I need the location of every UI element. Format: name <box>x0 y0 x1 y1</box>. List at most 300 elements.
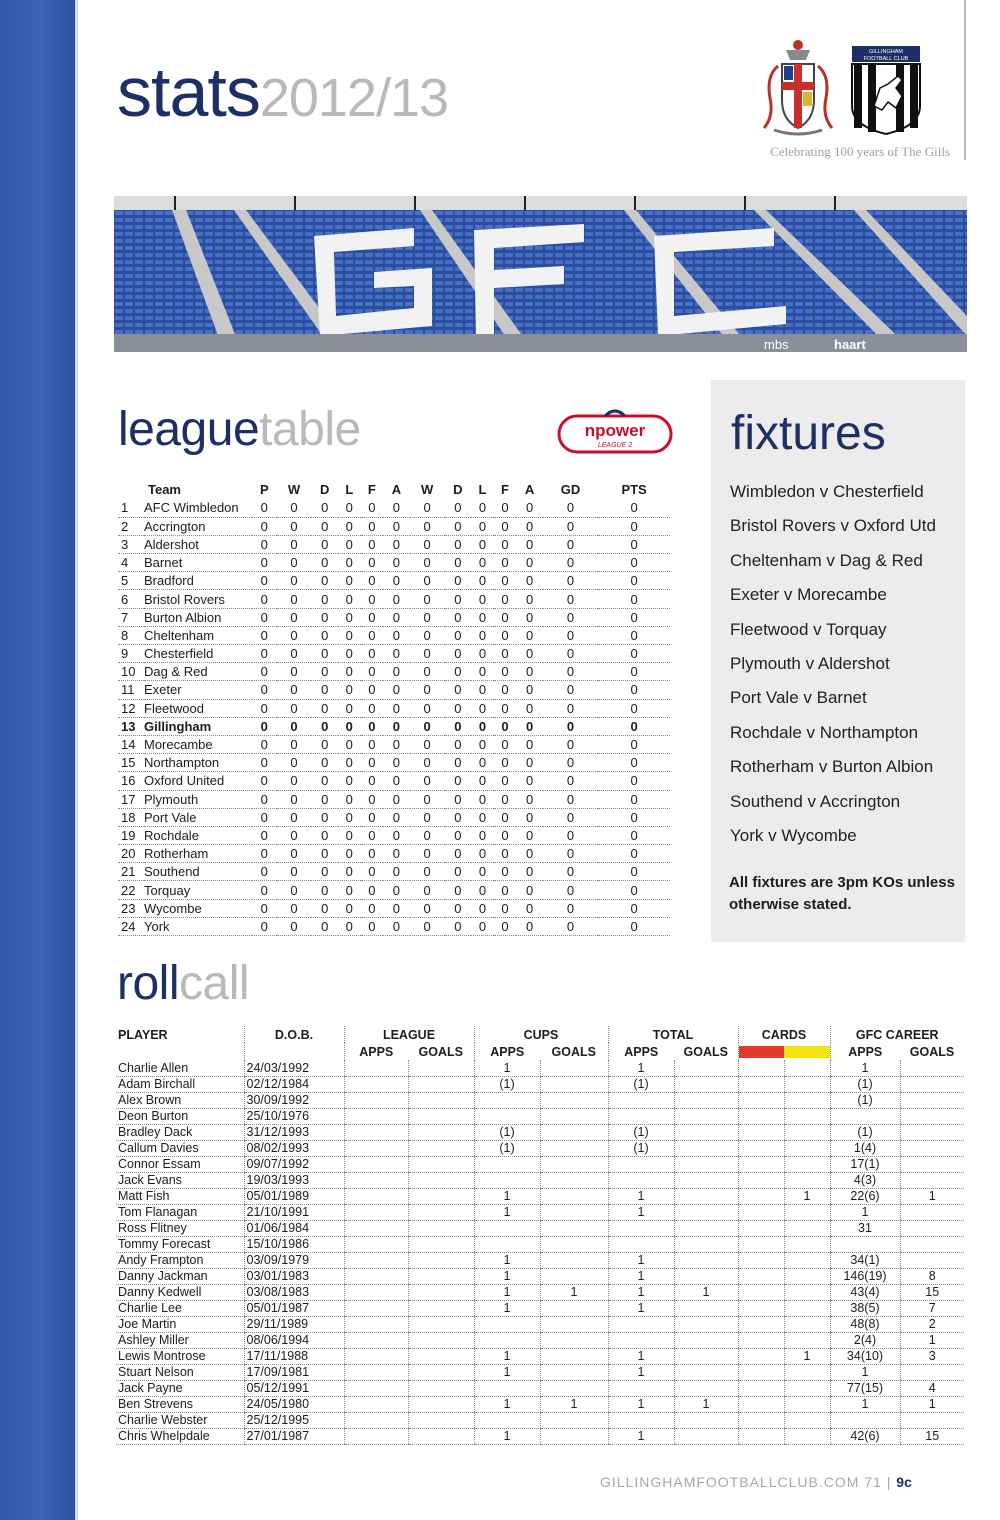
league-stat-cell: 0 <box>361 590 384 608</box>
league-stat-cell: 0 <box>383 863 410 881</box>
player-stat-cell <box>738 1188 784 1204</box>
league-stat-cell: 0 <box>277 663 312 681</box>
league-position: 4 <box>118 554 144 572</box>
player-dob: 03/08/1983 <box>244 1284 344 1300</box>
player-stat-cell <box>344 1204 408 1220</box>
league-stat-cell: 0 <box>445 899 472 917</box>
league-team-name: Bristol Rovers <box>144 590 252 608</box>
player-stat-cell: 15 <box>900 1284 964 1300</box>
player-dob: 05/12/1991 <box>244 1380 344 1396</box>
player-stat-cell <box>900 1220 964 1236</box>
league-apps-header: APPS <box>344 1043 408 1060</box>
league-goals-header: GOALS <box>418 1044 463 1059</box>
league-stat-cell: 0 <box>445 663 472 681</box>
league-stat-cell: 0 <box>516 735 543 753</box>
player-stat-cell <box>738 1316 784 1332</box>
league-stat-cell: 0 <box>383 626 410 644</box>
league-stat-cell: 0 <box>277 899 312 917</box>
league-stat-cell: 0 <box>471 772 494 790</box>
player-stat-cell <box>540 1140 608 1156</box>
league-stat-cell: 0 <box>494 681 517 699</box>
league-stat-cell: 0 <box>494 699 517 717</box>
league-stat-cell: 0 <box>252 626 277 644</box>
roll-call-header-row-2 <box>116 1043 964 1060</box>
player-stat-cell <box>784 1300 830 1316</box>
player-stat-cell <box>900 1172 964 1188</box>
league-stat-cell: 0 <box>445 772 472 790</box>
player-stat-cell <box>408 1348 474 1364</box>
player-name: Adam Birchall <box>116 1076 244 1092</box>
league-stat-cell: 0 <box>543 517 598 535</box>
league-stat-cell: 0 <box>361 826 384 844</box>
player-stat-cell <box>738 1348 784 1364</box>
player-stat-cell <box>474 1092 540 1108</box>
player-row <box>116 1284 964 1300</box>
league-stat-cell: 0 <box>598 699 670 717</box>
player-row <box>116 1396 964 1412</box>
league-stat-cell: 0 <box>516 645 543 663</box>
league-stat-cell: 0 <box>543 826 598 844</box>
league-stat-cell: 0 <box>361 808 384 826</box>
footer-page-number: 71 <box>864 1474 882 1490</box>
player-stat-cell <box>900 1156 964 1172</box>
league-table-row <box>118 881 670 899</box>
league-stat-cell: 0 <box>516 699 543 717</box>
player-stat-cell: 7 <box>900 1300 964 1316</box>
league-stat-cell: 0 <box>252 499 277 517</box>
league-stat-cell: 0 <box>338 754 361 772</box>
league-col-header: W <box>421 482 434 497</box>
league-stat-cell: 0 <box>543 917 598 935</box>
player-stat-cell <box>738 1060 784 1076</box>
page-title-year: 2012/13 <box>259 68 449 128</box>
league-stat-cell: 0 <box>516 826 543 844</box>
player-stat-cell <box>344 1060 408 1076</box>
league-stat-cell: 0 <box>410 881 445 899</box>
league-stat-cell: 0 <box>598 590 670 608</box>
player-stat-cell <box>540 1076 608 1092</box>
league-stat-cell: 0 <box>471 517 494 535</box>
league-stat-cell: 0 <box>361 517 384 535</box>
league-stat-cell: 0 <box>252 845 277 863</box>
league-stat-cell: 0 <box>252 572 277 590</box>
player-stat-cell: 1 <box>608 1252 674 1268</box>
centenary-tagline: Celebrating 100 years of The Gills <box>770 144 950 159</box>
league-table-body <box>118 499 670 936</box>
league-stat-cell: 0 <box>383 790 410 808</box>
player-stat-cell <box>738 1108 784 1124</box>
league-stat-cell: 0 <box>543 772 598 790</box>
player-stat-cell <box>344 1364 408 1380</box>
league-stat-cell: 0 <box>410 499 445 517</box>
league-stat-cell: 0 <box>338 645 361 663</box>
player-stat-cell <box>540 1252 608 1268</box>
player-stat-cell <box>344 1252 408 1268</box>
league-stat-cell: 0 <box>361 899 384 917</box>
league-stat-cell: 0 <box>277 717 312 735</box>
league-team-name: AFC Wimbledon <box>144 499 252 517</box>
total-goals-header: GOALS <box>683 1044 728 1059</box>
league-table-row <box>118 626 670 644</box>
player-stat-cell: (1) <box>608 1140 674 1156</box>
player-stat-cell <box>784 1332 830 1348</box>
league-stat-cell: 0 <box>277 735 312 753</box>
player-stat-cell: (1) <box>608 1076 674 1092</box>
fixture-item: York v Wycombe <box>730 825 857 845</box>
npower-league-label: LEAGUE 2 <box>597 442 633 449</box>
player-dob: 09/07/1992 <box>244 1156 344 1172</box>
league-table-row <box>118 572 670 590</box>
league-stat-cell: 0 <box>410 517 445 535</box>
player-stat-cell: 1 <box>474 1060 540 1076</box>
league-stat-cell: 0 <box>361 499 384 517</box>
roll-call-title-rest: call <box>179 957 250 1010</box>
player-stat-cell: 17(1) <box>830 1156 900 1172</box>
league-position: 22 <box>118 881 144 899</box>
player-stat-cell <box>900 1108 964 1124</box>
league-position: 15 <box>118 754 144 772</box>
league-stat-cell: 0 <box>494 808 517 826</box>
player-stat-cell <box>540 1108 608 1124</box>
player-stat-cell: 42(6) <box>830 1428 900 1444</box>
league-stat-cell: 0 <box>445 645 472 663</box>
league-stat-cell: 0 <box>311 517 338 535</box>
league-stat-cell: 0 <box>338 717 361 735</box>
league-stat-cell: 0 <box>338 826 361 844</box>
league-stat-cell: 0 <box>311 499 338 517</box>
league-stat-cell: 0 <box>494 845 517 863</box>
player-stat-cell <box>784 1396 830 1412</box>
player-stat-cell <box>674 1060 738 1076</box>
league-stat-cell: 0 <box>410 681 445 699</box>
league-stat-cell: 0 <box>383 845 410 863</box>
player-stat-cell <box>408 1284 474 1300</box>
player-stat-cell <box>344 1172 408 1188</box>
league-stat-cell: 0 <box>338 735 361 753</box>
league-stat-cell: 0 <box>311 899 338 917</box>
league-team-name: Accrington <box>144 517 252 535</box>
league-table-row <box>118 608 670 626</box>
league-stat-cell: 0 <box>311 535 338 553</box>
badge-text-line-1: GILLINGHAM <box>869 49 903 55</box>
player-stat-cell: 1 <box>608 1284 674 1300</box>
badge-text-line-2: FOOTBALL CLUB <box>863 56 909 62</box>
league-stat-cell: 0 <box>410 826 445 844</box>
player-name: Tom Flanagan <box>116 1204 244 1220</box>
player-stat-cell: 43(4) <box>830 1284 900 1300</box>
col-league: LEAGUE <box>344 1026 474 1043</box>
player-stat-cell: 1 <box>540 1284 608 1300</box>
league-stat-cell: 0 <box>410 590 445 608</box>
league-stat-cell: 0 <box>338 881 361 899</box>
player-stat-cell: (1) <box>474 1140 540 1156</box>
league-stat-cell: 0 <box>252 826 277 844</box>
player-stat-cell: 3 <box>900 1348 964 1364</box>
league-position: 13 <box>118 717 144 735</box>
league-stat-cell: 0 <box>471 608 494 626</box>
league-stat-cell: 0 <box>494 826 517 844</box>
player-stat-cell <box>900 1252 964 1268</box>
player-stat-cell <box>784 1140 830 1156</box>
player-stat-cell <box>674 1252 738 1268</box>
league-table-row <box>118 663 670 681</box>
league-stat-cell: 0 <box>494 917 517 935</box>
league-stat-cell: 0 <box>471 881 494 899</box>
player-stat-cell: 1 <box>540 1396 608 1412</box>
player-stat-cell <box>674 1428 738 1444</box>
league-team-name: Torquay <box>144 881 252 899</box>
player-name: Danny Kedwell <box>116 1284 244 1300</box>
player-stat-cell: 1 <box>474 1428 540 1444</box>
league-stat-cell: 0 <box>252 808 277 826</box>
player-stat-cell <box>474 1316 540 1332</box>
league-stat-cell: 0 <box>252 699 277 717</box>
roll-call-title <box>117 956 249 1012</box>
league-stat-cell: 0 <box>383 535 410 553</box>
player-name: Andy Frampton <box>116 1252 244 1268</box>
league-stat-cell: 0 <box>543 735 598 753</box>
league-position: 17 <box>118 790 144 808</box>
league-stat-cell: 0 <box>277 772 312 790</box>
player-stat-cell <box>738 1252 784 1268</box>
player-stat-cell <box>540 1204 608 1220</box>
league-stat-cell: 0 <box>516 626 543 644</box>
league-stat-cell: 0 <box>471 663 494 681</box>
league-stat-cell: 0 <box>252 663 277 681</box>
league-col-header: A <box>524 482 535 497</box>
league-stat-cell: 0 <box>338 590 361 608</box>
league-stat-cell: 0 <box>338 517 361 535</box>
player-stat-cell <box>674 1332 738 1348</box>
yellow-card-header <box>784 1043 830 1060</box>
league-team-name: Bradford <box>144 572 252 590</box>
player-dob: 21/10/1991 <box>244 1204 344 1220</box>
league-position: 23 <box>118 899 144 917</box>
league-stat-cell: 0 <box>445 754 472 772</box>
player-stat-cell: 1 <box>608 1300 674 1316</box>
league-stat-cell: 0 <box>543 645 598 663</box>
player-stat-cell <box>784 1220 830 1236</box>
league-stat-cell: 0 <box>277 790 312 808</box>
player-stat-cell <box>408 1204 474 1220</box>
npower-wordmark: npower <box>584 421 646 440</box>
player-stat-cell <box>674 1236 738 1252</box>
league-stat-cell: 0 <box>383 717 410 735</box>
player-stat-cell <box>674 1348 738 1364</box>
league-stat-cell: 0 <box>445 845 472 863</box>
league-stat-cell: 0 <box>598 626 670 644</box>
player-stat-cell <box>344 1108 408 1124</box>
player-stat-cell: 1 <box>474 1348 540 1364</box>
player-stat-cell: 1 <box>674 1284 738 1300</box>
league-stat-cell: 0 <box>383 681 410 699</box>
player-stat-cell: (1) <box>830 1124 900 1140</box>
league-stat-cell: 0 <box>252 754 277 772</box>
player-name: Joe Martin <box>116 1316 244 1332</box>
league-col-header: GD <box>560 482 581 497</box>
league-stat-cell: 0 <box>445 917 472 935</box>
league-stat-cell: 0 <box>252 735 277 753</box>
league-stat-cell: 0 <box>598 899 670 917</box>
player-stat-cell <box>344 1300 408 1316</box>
col-career: GFC CAREER <box>830 1026 964 1043</box>
league-stat-cell: 0 <box>361 717 384 735</box>
league-stat-cell: 0 <box>598 845 670 863</box>
player-stat-cell <box>540 1300 608 1316</box>
player-stat-cell <box>784 1284 830 1300</box>
league-stat-cell: 0 <box>383 699 410 717</box>
player-stat-cell <box>474 1412 540 1428</box>
player-stat-cell: 1 <box>830 1204 900 1220</box>
league-table-row <box>118 735 670 753</box>
league-stat-cell: 0 <box>516 754 543 772</box>
league-stat-cell: 0 <box>494 554 517 572</box>
league-stat-cell: 0 <box>311 590 338 608</box>
player-stat-cell <box>674 1268 738 1284</box>
league-stat-cell: 0 <box>252 790 277 808</box>
league-stat-cell: 0 <box>543 663 598 681</box>
player-stat-cell <box>540 1188 608 1204</box>
league-stat-cell: 0 <box>361 645 384 663</box>
player-stat-cell <box>540 1380 608 1396</box>
league-col-header: A <box>391 482 402 497</box>
player-stat-cell <box>408 1092 474 1108</box>
league-col-header: L <box>345 482 354 497</box>
league-position: 6 <box>118 590 144 608</box>
player-stat-cell <box>344 1412 408 1428</box>
league-stat-cell: 0 <box>338 554 361 572</box>
league-position: 14 <box>118 735 144 753</box>
player-stat-cell: 1 <box>474 1284 540 1300</box>
league-col-header: F <box>501 482 509 497</box>
player-stat-cell <box>408 1156 474 1172</box>
league-stat-cell: 0 <box>543 608 598 626</box>
player-stat-cell: 1 <box>474 1188 540 1204</box>
player-stat-cell <box>784 1204 830 1220</box>
league-stat-cell: 0 <box>471 681 494 699</box>
player-stat-cell <box>784 1108 830 1124</box>
league-table-row <box>118 790 670 808</box>
league-stat-cell: 0 <box>277 645 312 663</box>
league-stat-cell: 0 <box>383 754 410 772</box>
player-stat-cell: 48(8) <box>830 1316 900 1332</box>
player-stat-cell: 34(1) <box>830 1252 900 1268</box>
player-stat-cell <box>474 1108 540 1124</box>
player-stat-cell <box>830 1412 900 1428</box>
player-stat-cell <box>408 1412 474 1428</box>
fixture-item: Rotherham v Burton Albion <box>730 757 934 777</box>
player-stat-cell <box>540 1268 608 1284</box>
player-stat-cell <box>344 1428 408 1444</box>
player-stat-cell <box>738 1076 784 1092</box>
player-stat-cell <box>608 1332 674 1348</box>
league-team-name: Exeter <box>144 681 252 699</box>
player-stat-cell: 77(15) <box>830 1380 900 1396</box>
fixture-item: Port Vale v Barnet <box>730 688 867 708</box>
yellow-card-swatch <box>784 1046 830 1058</box>
player-stat-cell <box>408 1332 474 1348</box>
fixture-item: Rochdale v Northampton <box>730 722 919 742</box>
col-cups: CUPS <box>474 1026 608 1043</box>
league-stat-cell: 0 <box>338 863 361 881</box>
league-stat-cell: 0 <box>311 663 338 681</box>
player-stat-cell <box>738 1236 784 1252</box>
player-stat-cell <box>408 1268 474 1284</box>
league-stat-cell: 0 <box>383 554 410 572</box>
player-stat-cell <box>900 1204 964 1220</box>
league-stat-cell: 0 <box>516 517 543 535</box>
league-stat-cell: 0 <box>494 517 517 535</box>
player-stat-cell <box>738 1428 784 1444</box>
player-stat-cell <box>784 1236 830 1252</box>
league-stat-cell: 0 <box>383 517 410 535</box>
page-title <box>117 52 448 138</box>
player-stat-cell: 1 <box>474 1204 540 1220</box>
league-stat-cell: 0 <box>445 626 472 644</box>
player-stat-cell: 1 <box>474 1300 540 1316</box>
npower-league-2-logo <box>557 406 673 456</box>
red-card-swatch <box>739 1046 785 1058</box>
player-stat-cell <box>674 1188 738 1204</box>
league-stat-cell: 0 <box>252 717 277 735</box>
club-crests <box>756 36 946 136</box>
league-stat-cell: 0 <box>471 808 494 826</box>
player-stat-cell <box>674 1076 738 1092</box>
player-dob: 05/01/1989 <box>244 1188 344 1204</box>
league-team-name: York <box>144 917 252 935</box>
player-stat-cell <box>344 1348 408 1364</box>
player-stat-cell <box>474 1380 540 1396</box>
player-stat-cell <box>784 1092 830 1108</box>
league-stat-cell: 0 <box>516 899 543 917</box>
fixture-item: Southend v Accrington <box>730 791 901 811</box>
league-stat-cell: 0 <box>598 917 670 935</box>
player-dob: 17/11/1988 <box>244 1348 344 1364</box>
player-stat-cell: 8 <box>900 1268 964 1284</box>
league-stat-cell: 0 <box>361 754 384 772</box>
league-stat-cell: 0 <box>445 499 472 517</box>
league-position: 5 <box>118 572 144 590</box>
league-stat-cell: 0 <box>277 517 312 535</box>
fixture-item: Fleetwood v Torquay <box>730 619 887 639</box>
league-stat-cell: 0 <box>311 699 338 717</box>
league-table-header-row <box>118 480 670 499</box>
player-stat-cell <box>674 1364 738 1380</box>
league-stat-cell: 0 <box>516 772 543 790</box>
league-stat-cell: 0 <box>471 790 494 808</box>
league-table-row <box>118 826 670 844</box>
player-row <box>116 1092 964 1108</box>
league-stat-cell: 0 <box>338 899 361 917</box>
league-stat-cell: 0 <box>338 626 361 644</box>
league-stat-cell: 0 <box>471 554 494 572</box>
league-stat-cell: 0 <box>598 608 670 626</box>
player-stat-cell <box>738 1172 784 1188</box>
player-dob: 02/12/1984 <box>244 1076 344 1092</box>
league-stat-cell: 0 <box>311 772 338 790</box>
player-stat-cell <box>344 1076 408 1092</box>
league-stat-cell: 0 <box>277 590 312 608</box>
league-stat-cell: 0 <box>516 717 543 735</box>
league-position: 2 <box>118 517 144 535</box>
league-stat-cell: 0 <box>543 626 598 644</box>
league-stat-cell: 0 <box>252 772 277 790</box>
league-stat-cell: 0 <box>383 917 410 935</box>
fixture-item: Bristol Rovers v Oxford Utd <box>730 516 936 536</box>
player-stat-cell <box>608 1108 674 1124</box>
league-stat-cell: 0 <box>516 917 543 935</box>
league-stat-cell: 0 <box>410 917 445 935</box>
